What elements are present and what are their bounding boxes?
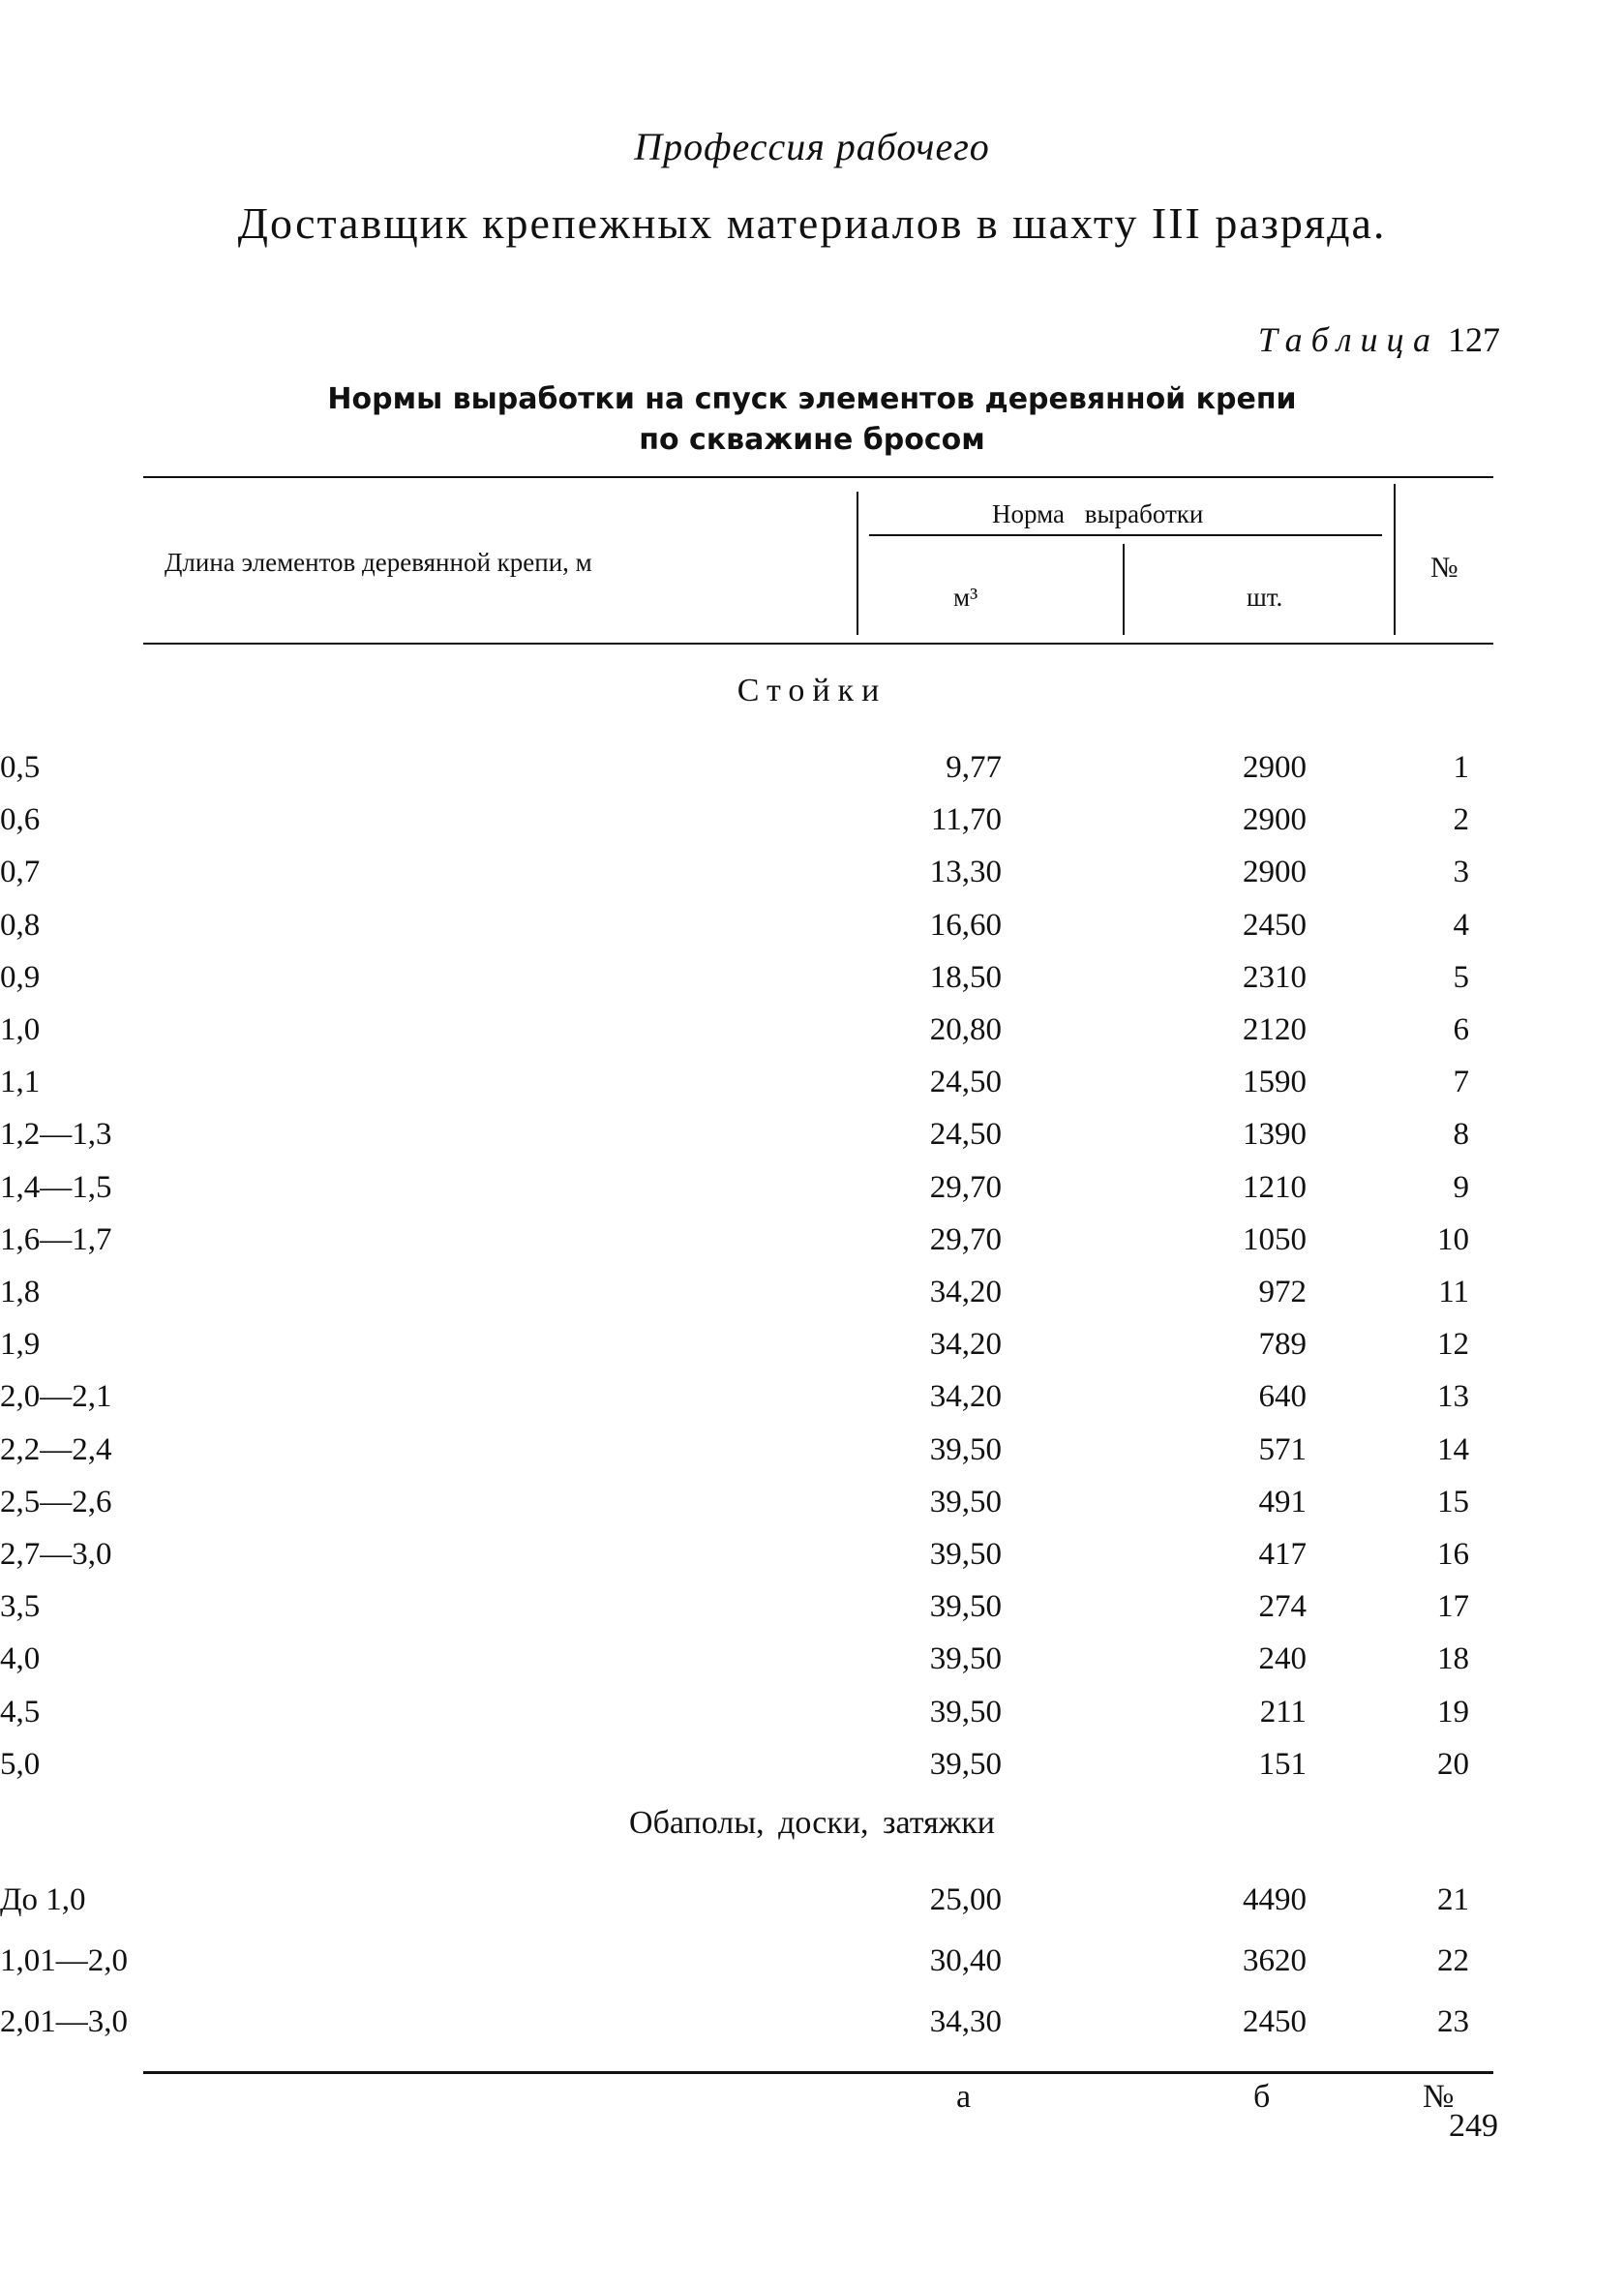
- cell-m3: 39,50: [929, 1746, 1002, 1782]
- cell-m3: 29,70: [929, 1169, 1002, 1205]
- cell-m3: 9,77: [946, 750, 1002, 785]
- cell-no: 6: [1453, 1012, 1469, 1047]
- footer-no: №: [1423, 2079, 1455, 2115]
- header-bottom-rule: [143, 643, 1493, 645]
- cell-length: 4,5: [0, 1694, 41, 1730]
- cell-m3: 30,40: [929, 1943, 1002, 1978]
- footer-a: а: [956, 2079, 972, 2115]
- header-divider-right: [1394, 484, 1396, 635]
- cell-no: 21: [1437, 1882, 1469, 1917]
- cell-m3: 39,50: [929, 1431, 1002, 1467]
- header-divider-left: [857, 492, 858, 635]
- cell-length: 2,7—3,0: [0, 1537, 112, 1572]
- header-divider-mid: [1123, 544, 1125, 635]
- cell-no: 14: [1437, 1431, 1469, 1467]
- cell-sht: 2310: [1243, 959, 1307, 995]
- cell-length: 1,4—1,5: [0, 1169, 112, 1205]
- header-length: Длина элементов деревянной крепи, м: [165, 548, 592, 577]
- table-word: Таблица: [1257, 320, 1439, 359]
- cell-sht: 1390: [1243, 1117, 1307, 1153]
- cell-no: 7: [1453, 1065, 1469, 1100]
- cell-sht: 491: [1258, 1484, 1307, 1519]
- cell-m3: 24,50: [929, 1117, 1002, 1153]
- cell-length: 1,2—1,3: [0, 1117, 112, 1153]
- cell-no: 9: [1453, 1169, 1469, 1205]
- cell-m3: 25,00: [929, 1882, 1002, 1917]
- cell-length: 4,0: [0, 1641, 41, 1677]
- cell-no: 18: [1437, 1641, 1469, 1677]
- cell-no: 10: [1437, 1221, 1469, 1257]
- cell-sht: 2900: [1243, 855, 1307, 890]
- cell-no: 13: [1437, 1379, 1469, 1415]
- cell-length: 1,8: [0, 1275, 41, 1309]
- section-title: Обаполы, доски, затяжки: [629, 1805, 995, 1841]
- cell-m3: 18,50: [929, 959, 1002, 995]
- cell-length: 1,1: [0, 1065, 41, 1100]
- cell-sht: 3620: [1243, 1943, 1307, 1978]
- cell-no: 3: [1453, 855, 1469, 890]
- cell-m3: 39,50: [929, 1589, 1002, 1625]
- cell-no: 8: [1453, 1117, 1469, 1153]
- cell-no: 2: [1453, 802, 1469, 838]
- table-number: 127: [1448, 320, 1500, 359]
- cell-m3: 20,80: [929, 1012, 1002, 1047]
- cell-m3: 39,50: [929, 1641, 1002, 1677]
- section-title: Стойки: [737, 673, 887, 708]
- cell-length: 3,5: [0, 1589, 41, 1625]
- cell-sht: 274: [1258, 1589, 1307, 1625]
- cell-sht: 151: [1258, 1746, 1307, 1782]
- cell-length: 0,8: [0, 907, 41, 943]
- cell-sht: 2900: [1243, 750, 1307, 785]
- cell-sht: 571: [1258, 1431, 1307, 1467]
- cell-m3: 13,30: [929, 855, 1002, 890]
- cell-no: 4: [1453, 907, 1469, 943]
- cell-no: 22: [1437, 1943, 1469, 1978]
- cell-no: 17: [1437, 1589, 1469, 1625]
- cell-no: 20: [1437, 1746, 1469, 1782]
- cell-no: 12: [1437, 1327, 1469, 1363]
- cell-length: 0,7: [0, 855, 41, 890]
- cell-no: 11: [1438, 1275, 1469, 1309]
- cell-length: 2,5—2,6: [0, 1484, 112, 1519]
- cell-sht: 640: [1258, 1379, 1307, 1415]
- cell-m3: 39,50: [929, 1537, 1002, 1572]
- page-number: 249: [1449, 2108, 1498, 2144]
- cell-m3: 34,20: [929, 1379, 1002, 1415]
- cell-m3: 11,70: [930, 802, 1002, 838]
- cell-sht: 789: [1258, 1327, 1307, 1363]
- header-no: №: [1430, 552, 1459, 584]
- cell-no: 1: [1453, 750, 1469, 785]
- cell-sht: 2450: [1243, 2004, 1307, 2039]
- cell-m3: 29,70: [929, 1221, 1002, 1257]
- table-title-line2: по скважине бросом: [639, 423, 985, 457]
- cell-m3: 39,50: [929, 1484, 1002, 1519]
- cell-length: 2,0—2,1: [0, 1379, 112, 1415]
- cell-sht: 211: [1259, 1694, 1307, 1730]
- cell-sht: 4490: [1243, 1882, 1307, 1917]
- profession-heading: Профессия рабочего: [634, 125, 990, 168]
- cell-m3: 39,50: [929, 1694, 1002, 1730]
- cell-sht: 972: [1258, 1275, 1307, 1309]
- cell-length: 0,5: [0, 750, 41, 785]
- cell-length: 1,6—1,7: [0, 1221, 112, 1257]
- cell-no: 23: [1437, 2004, 1469, 2039]
- cell-m3: 34,30: [929, 2004, 1002, 2039]
- cell-length: 5,0: [0, 1746, 41, 1782]
- cell-sht: 417: [1258, 1537, 1307, 1572]
- cell-sht: 1590: [1243, 1065, 1307, 1100]
- cell-no: 5: [1453, 959, 1469, 995]
- cell-m3: 16,60: [929, 907, 1002, 943]
- table-label: [1258, 319, 1500, 360]
- cell-sht: 2900: [1243, 802, 1307, 838]
- table-top-rule: [143, 476, 1493, 478]
- cell-m3: 24,50: [929, 1065, 1002, 1100]
- header-m3: м³: [953, 583, 978, 612]
- cell-no: 16: [1437, 1537, 1469, 1572]
- header-sht: шт.: [1247, 583, 1283, 612]
- cell-m3: 34,20: [929, 1275, 1002, 1309]
- cell-sht: 240: [1258, 1641, 1307, 1677]
- cell-length: 1,01—2,0: [0, 1943, 128, 1978]
- footer-b: б: [1253, 2079, 1271, 2115]
- table-title: [0, 379, 1624, 461]
- cell-no: 15: [1437, 1484, 1469, 1519]
- table-title-line1: Нормы выработки на спуск элементов деревянной крепи: [327, 382, 1297, 416]
- cell-sht: 1050: [1243, 1221, 1307, 1257]
- cell-m3: 34,20: [929, 1327, 1002, 1363]
- cell-length: 1,0: [0, 1012, 41, 1047]
- cell-sht: 1210: [1243, 1169, 1307, 1205]
- cell-length: 1,9: [0, 1327, 41, 1363]
- cell-length: До 1,0: [0, 1882, 86, 1917]
- cell-length: 2,2—2,4: [0, 1431, 112, 1467]
- cell-length: 0,9: [0, 959, 41, 995]
- cell-sht: 2450: [1243, 907, 1307, 943]
- table-bottom-rule: [143, 2071, 1493, 2074]
- header-norm: Норма выработки: [992, 499, 1204, 528]
- cell-sht: 2120: [1243, 1012, 1307, 1047]
- norm-underline: [869, 534, 1382, 536]
- cell-length: 2,01—3,0: [0, 2004, 128, 2039]
- cell-length: 0,6: [0, 802, 41, 838]
- cell-no: 19: [1437, 1694, 1469, 1730]
- worker-title: Доставщик крепежных материалов в шахту III разряда.: [237, 198, 1387, 248]
